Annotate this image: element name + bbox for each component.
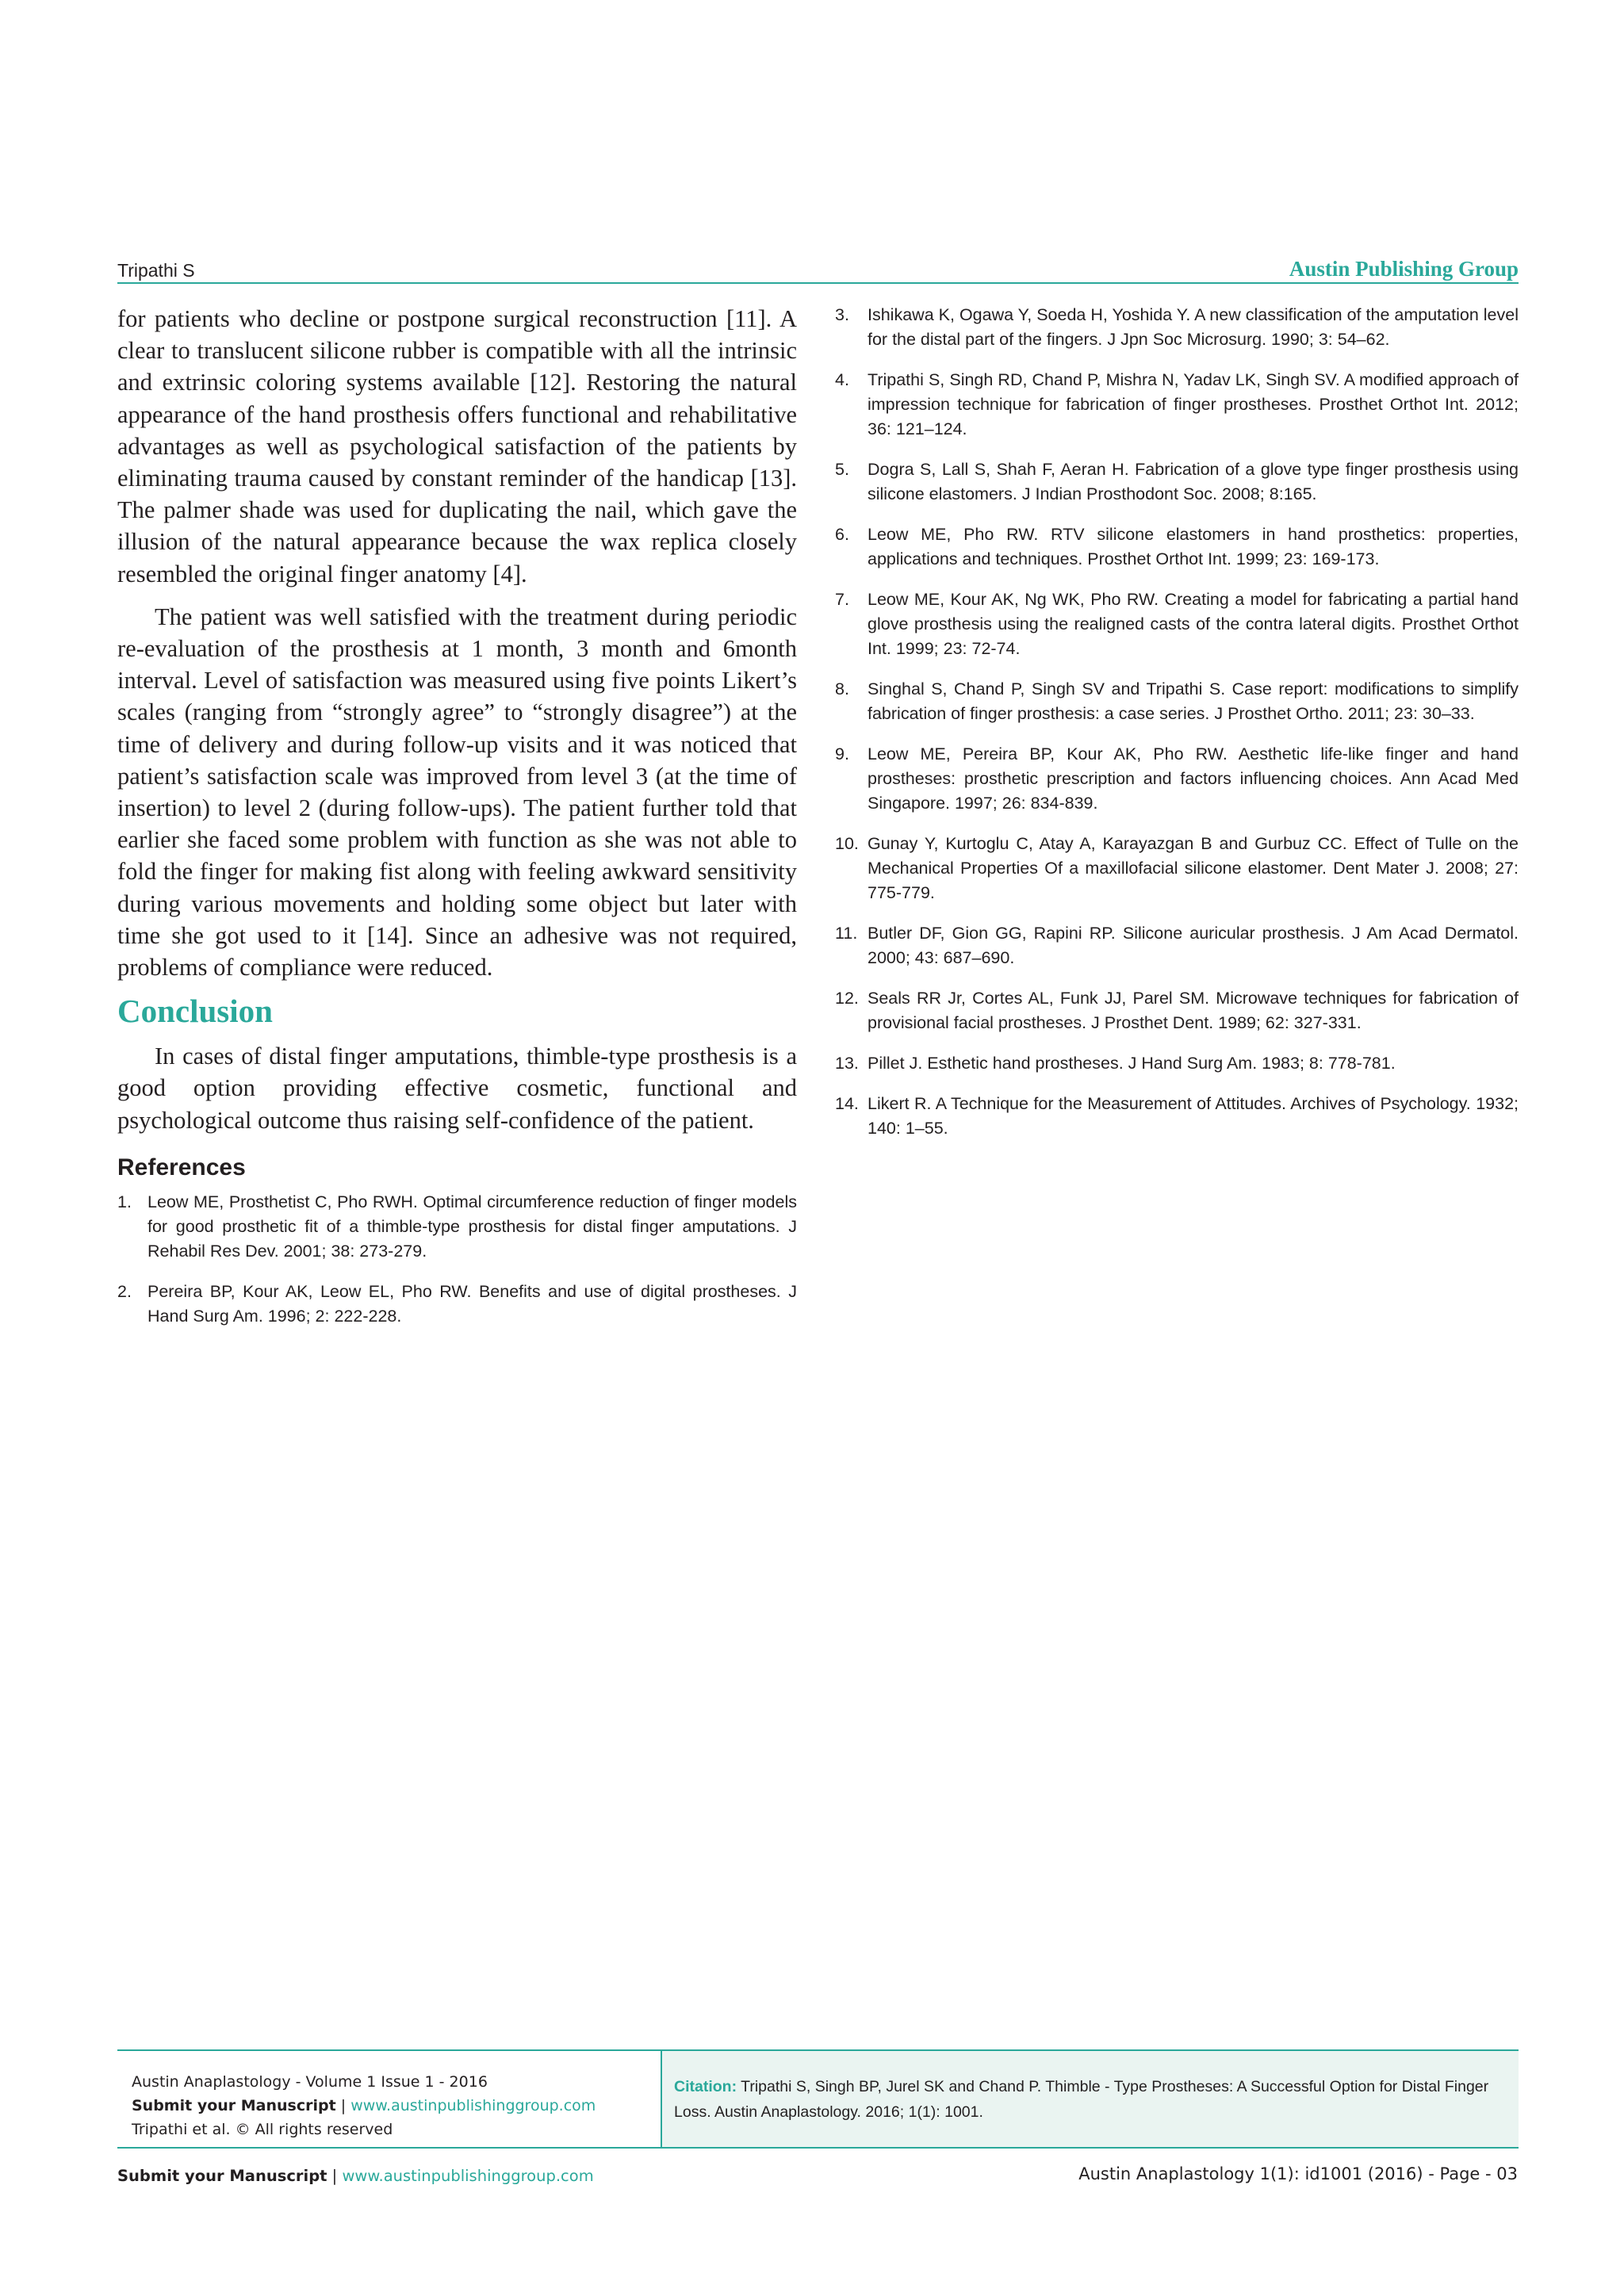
- running-header-publisher: Austin Publishing Group: [1289, 257, 1519, 281]
- reference-text: Gunay Y, Kurtoglu C, Atay A, Karayazgan B and Gurbuz CC. Effect of Tulle on the Mechanical Properties Of a maxillofacial silicone elastomer. Dent Mater J. 2008; 27: 775-779.: [868, 834, 1519, 902]
- reference-number: 2.: [117, 1281, 132, 1301]
- reference-item: [835, 587, 1519, 661]
- bottom-submit-label: Submit your Manuscript: [117, 2167, 327, 2185]
- reference-number: 5.: [835, 460, 849, 479]
- reference-item: [835, 368, 1519, 442]
- footer-info-box: [117, 2049, 1519, 2149]
- footer-citation-panel: [662, 2051, 1519, 2147]
- citation-label: Citation:: [674, 2078, 737, 2095]
- running-header-author: Tripathi S: [117, 260, 195, 281]
- left-column: [117, 303, 797, 1345]
- reference-item: [835, 1092, 1519, 1141]
- reference-text: Leow ME, Kour AK, Ng WK, Pho RW. Creating a model for fabricating a partial hand glove prosthesis using the realigned casts of the contra lateral digits. Prosthet Orthot Int. 1999; 23: 72-74.: [868, 590, 1519, 658]
- reference-number: 7.: [835, 590, 849, 609]
- reference-text: Pereira BP, Kour AK, Leow EL, Pho RW. Benefits and use of digital prostheses. J Hand Surg Am. 1996; 2: 222-228.: [147, 1281, 797, 1326]
- reference-text: Likert R. A Technique for the Measurement of Attitudes. Archives of Psychology. 1932; 140: 1–55.: [868, 1094, 1519, 1138]
- reference-number: 14.: [835, 1094, 859, 1113]
- reference-item: [835, 832, 1519, 905]
- reference-text: Singhal S, Chand P, Singh SV and Tripathi S. Case report: modifications to simplify fabrication of finger prosthesis: a case series. J Prosthet Ortho. 2011; 23: 30–33.: [868, 679, 1519, 723]
- reference-item: [835, 677, 1519, 726]
- reference-number: 4.: [835, 370, 849, 389]
- footer-journal-panel: [117, 2051, 661, 2147]
- footer-separator: |: [340, 2097, 347, 2114]
- reference-text: Pillet J. Esthetic hand prostheses. J Hand Surg Am. 1983; 8: 778-781.: [868, 1054, 1396, 1073]
- reference-text: Seals RR Jr, Cortes AL, Funk JJ, Parel SM. Microwave techniques for fabrication of provisional facial prostheses. J Prosthet Dent. 1989; 62: 327-331.: [868, 989, 1519, 1032]
- reference-number: 10.: [835, 834, 859, 853]
- reference-item: [835, 921, 1519, 970]
- reference-number: 13.: [835, 1054, 859, 1073]
- reference-text: Butler DF, Gion GG, Rapini RP. Silicone auricular prosthesis. J Am Acad Dermatol. 2000; 43: 687–690.: [868, 924, 1519, 967]
- bottom-submit-line: [117, 2167, 594, 2185]
- reference-item: [835, 1051, 1519, 1076]
- header-divider: [117, 282, 1519, 284]
- reference-text: Dogra S, Lall S, Shah F, Aeran H. Fabrication of a glove type finger prosthesis using silicone elastomers. J Indian Prosthodont Soc. 2008; 8:165.: [868, 460, 1519, 503]
- page-info: Austin Anaplastology 1(1): id1001 (2016) - Page - 03: [1078, 2164, 1518, 2183]
- references-heading: References: [117, 1154, 246, 1181]
- body-paragraph: for patients who decline or postpone surgical reconstruction [11]. A clear to translucent silicone rubber is compatible with all the intrinsic and extrinsic coloring systems available [12]. Restoring the natural appearance of the hand prosthesis offers functional and rehabilitative advantages as well as psychological satisfaction of the patients by eliminating trauma caused by constant reminder of the handicap [13]. The palmer shade was used for duplicating the nail, which gave the illusion of the natural appearance because the wax replica closely resembled the original finger anatomy [4].: [117, 305, 797, 587]
- reference-text: Leow ME, Prosthetist C, Pho RWH. Optimal circumference reduction of finger models for good prosthetic fit of a thimble-type prosthesis for distal finger amputations. J Rehabil Res Dev. 2001; 38: 273-279.: [147, 1192, 797, 1261]
- reference-text: Leow ME, Pho RW. RTV silicone elastomers in hand prosthetics: properties, applications and techniques. Prosthet Orthot Int. 1999; 23: 169-173.: [868, 525, 1519, 568]
- reference-item: [835, 457, 1519, 507]
- reference-number: 12.: [835, 989, 859, 1008]
- footer-copyright: Tripathi et al. © All rights reserved: [132, 2121, 393, 2138]
- conclusion-heading: Conclusion: [117, 993, 273, 1030]
- reference-text: Ishikawa K, Ogawa Y, Soeda H, Yoshida Y. A new classification of the amputation level for the distal part of the fingers. J Jpn Soc Microsurg. 1990; 3: 54–62.: [868, 305, 1519, 349]
- reference-number: 8.: [835, 679, 849, 698]
- reference-item: [117, 1190, 797, 1264]
- reference-item: [835, 986, 1519, 1035]
- reference-number: 11.: [835, 924, 858, 943]
- reference-item: [117, 1280, 797, 1329]
- reference-number: 9.: [835, 744, 849, 763]
- reference-item: [835, 303, 1519, 352]
- citation-text: Tripathi S, Singh BP, Jurel SK and Chand P. Thimble - Type Prostheses: A Successful Option for Distal Finger Loss. Austin Anaplastology. 2016; 1(1): 1001.: [674, 2078, 1489, 2121]
- reference-item: [835, 742, 1519, 816]
- reference-number: 1.: [117, 1192, 132, 1211]
- right-column: [835, 303, 1519, 1157]
- citation-block: [674, 2074, 1504, 2125]
- reference-text: Leow ME, Pereira BP, Kour AK, Pho RW. Aesthetic life-like finger and hand prostheses: prosthetic prescription and factors influencing choices. Ann Acad Med Singapore. 1997; 26: 834-839.: [868, 744, 1519, 813]
- reference-number: 6.: [835, 525, 849, 544]
- reference-list-left: [117, 1190, 797, 1329]
- footer-submit-label: Submit your Manuscript: [132, 2097, 336, 2114]
- body-paragraph: The patient was well satisfied with the treatment during periodic re-evaluation of the prosthesis at 1 month, 3 month and 6month interval. Level of satisfaction was measured using five points Likert’s scales (ranging from “strongly agree” to “strongly disagree”) at the time of delivery and during follow-up visits and it was noticed that patient’s satisfaction scale was improved from level 3 (at the time of insertion) to level 2 (during follow-ups). The patient further told that earlier she faced some problem with function as she was not able to fold the finger for making fist along with feeling awkward sensitivity during various movements and holding some object but later with time she got used to it [14]. Since an adhesive was not required, problems of compliance were reduced.: [117, 603, 797, 982]
- conclusion-paragraph: In cases of distal finger amputations, thimble-type prosthesis is a good option providing effective cosmetic, functional and psychological outcome thus raising self-confidence of the patient.: [117, 1043, 797, 1134]
- footer-journal-line: Austin Anaplastology - Volume 1 Issue 1 - 2016: [132, 2073, 488, 2091]
- reference-text: Tripathi S, Singh RD, Chand P, Mishra N, Yadav LK, Singh SV. A modified approach of impression technique for fabrication of finger prostheses. Prosthet Orthot Int. 2012; 36: 121–124.: [868, 370, 1519, 438]
- reference-list-right: [835, 303, 1519, 1141]
- bottom-separator: |: [331, 2167, 338, 2185]
- bottom-website-link[interactable]: www.austinpublishinggroup.com: [342, 2167, 594, 2185]
- reference-number: 3.: [835, 305, 849, 324]
- reference-item: [835, 522, 1519, 572]
- footer-website-link[interactable]: www.austinpublishinggroup.com: [350, 2097, 596, 2114]
- footer-submit-line: [132, 2097, 596, 2114]
